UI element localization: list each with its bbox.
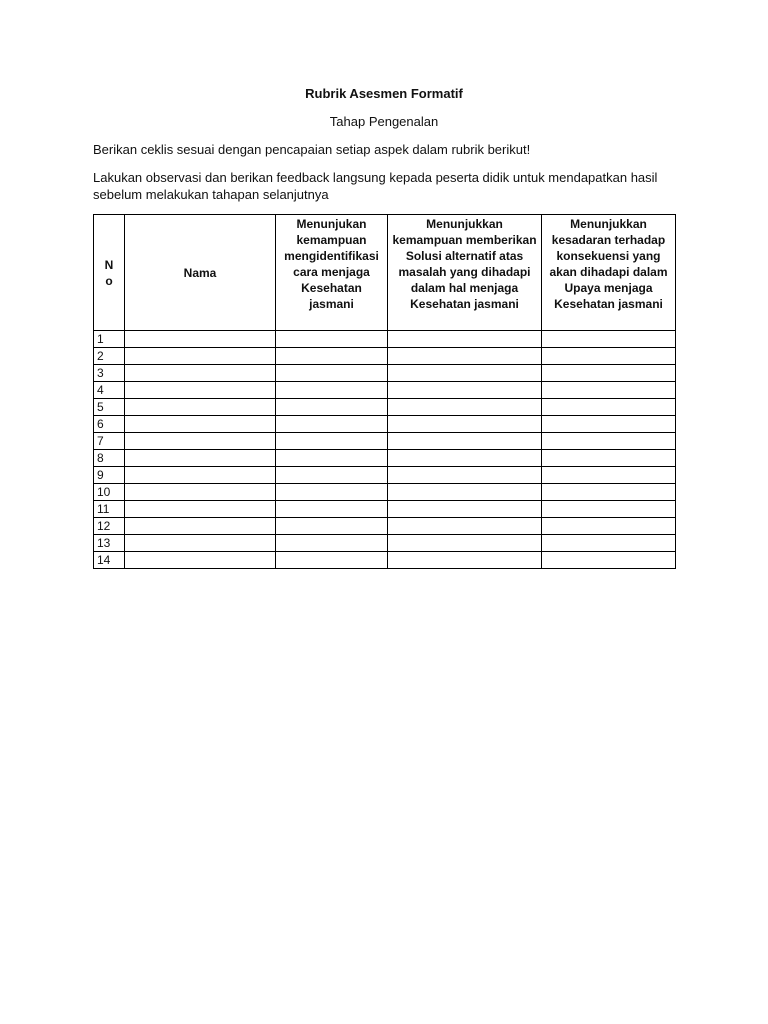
criteria-identify-cell[interactable] <box>276 331 388 348</box>
header-no: No <box>94 215 125 331</box>
criteria-identify-cell[interactable] <box>276 552 388 569</box>
criteria-solution-cell[interactable] <box>388 518 542 535</box>
criteria-solution-cell[interactable] <box>388 331 542 348</box>
criteria-identify-cell[interactable] <box>276 484 388 501</box>
table-row <box>94 348 676 365</box>
nama-cell[interactable] <box>125 484 276 501</box>
nama-cell[interactable] <box>125 535 276 552</box>
row-number-cell: 11 <box>94 501 125 518</box>
criteria-solution-cell[interactable] <box>388 535 542 552</box>
row-number-cell: 4 <box>94 382 125 399</box>
criteria-awareness-cell[interactable] <box>542 552 676 569</box>
rubric-table <box>93 214 676 569</box>
criteria-awareness-cell[interactable] <box>542 382 676 399</box>
instruction-checklist: Berikan ceklis sesuai dengan pencapaian setiap aspek dalam rubrik berikut! <box>93 142 531 157</box>
criteria-identify-cell[interactable] <box>276 433 388 450</box>
criteria-awareness-cell[interactable] <box>542 467 676 484</box>
criteria-awareness-cell[interactable] <box>542 450 676 467</box>
nama-cell[interactable] <box>125 365 276 382</box>
row-number-cell: 2 <box>94 348 125 365</box>
criteria-identify-cell[interactable] <box>276 382 388 399</box>
row-number-cell: 7 <box>94 433 125 450</box>
table-row <box>94 501 676 518</box>
criteria-awareness-cell[interactable] <box>542 416 676 433</box>
row-number-cell: 5 <box>94 399 125 416</box>
table-row <box>94 416 676 433</box>
nama-cell[interactable] <box>125 450 276 467</box>
table-header-row <box>94 215 676 331</box>
criteria-awareness-cell[interactable] <box>542 484 676 501</box>
criteria-solution-cell[interactable] <box>388 365 542 382</box>
table-row <box>94 450 676 467</box>
row-number-cell: 10 <box>94 484 125 501</box>
criteria-identify-cell[interactable] <box>276 399 388 416</box>
header-criteria-identify: Menunjukan kemampuan mengidentifikasi cara menjaga Kesehatan jasmani <box>276 215 388 331</box>
table-row <box>94 518 676 535</box>
document-title: Rubrik Asesmen Formatif <box>305 86 463 101</box>
criteria-identify-cell[interactable] <box>276 416 388 433</box>
criteria-awareness-cell[interactable] <box>542 518 676 535</box>
table-row <box>94 382 676 399</box>
header-criteria-solution: Menunjukkan kemampuan memberikan Solusi alternatif atas masalah yang dihadapi dalam hal menjaga Kesehatan jasmani <box>388 215 542 331</box>
criteria-identify-cell[interactable] <box>276 348 388 365</box>
criteria-solution-cell[interactable] <box>388 433 542 450</box>
criteria-solution-cell[interactable] <box>388 348 542 365</box>
criteria-awareness-cell[interactable] <box>542 331 676 348</box>
row-number-cell: 14 <box>94 552 125 569</box>
nama-cell[interactable] <box>125 467 276 484</box>
nama-cell[interactable] <box>125 433 276 450</box>
criteria-awareness-cell[interactable] <box>542 348 676 365</box>
criteria-solution-cell[interactable] <box>388 416 542 433</box>
criteria-solution-cell[interactable] <box>388 399 542 416</box>
nama-cell[interactable] <box>125 331 276 348</box>
table-body <box>94 331 676 569</box>
row-number-cell: 6 <box>94 416 125 433</box>
criteria-solution-cell[interactable] <box>388 467 542 484</box>
criteria-identify-cell[interactable] <box>276 450 388 467</box>
row-number-cell: 1 <box>94 331 125 348</box>
row-number-cell: 8 <box>94 450 125 467</box>
nama-cell[interactable] <box>125 518 276 535</box>
table-row <box>94 484 676 501</box>
nama-cell[interactable] <box>125 348 276 365</box>
criteria-identify-cell[interactable] <box>276 518 388 535</box>
criteria-identify-cell[interactable] <box>276 365 388 382</box>
criteria-identify-cell[interactable] <box>276 467 388 484</box>
row-number-cell: 12 <box>94 518 125 535</box>
row-number-cell: 13 <box>94 535 125 552</box>
header-nama: Nama <box>125 215 276 331</box>
table-row <box>94 433 676 450</box>
instruction-observation: Lakukan observasi dan berikan feedback langsung kepada peserta didik untuk mendapatkan hasil sebelum melakukan tahapan selanjutnya <box>93 170 658 202</box>
nama-cell[interactable] <box>125 501 276 518</box>
criteria-awareness-cell[interactable] <box>542 535 676 552</box>
table-row <box>94 331 676 348</box>
criteria-identify-cell[interactable] <box>276 535 388 552</box>
nama-cell[interactable] <box>125 382 276 399</box>
criteria-solution-cell[interactable] <box>388 552 542 569</box>
criteria-awareness-cell[interactable] <box>542 399 676 416</box>
criteria-solution-cell[interactable] <box>388 484 542 501</box>
criteria-identify-cell[interactable] <box>276 501 388 518</box>
criteria-awareness-cell[interactable] <box>542 365 676 382</box>
table-row <box>94 535 676 552</box>
table-row <box>94 365 676 382</box>
table-row <box>94 399 676 416</box>
table-row <box>94 467 676 484</box>
row-number-cell: 3 <box>94 365 125 382</box>
table-row <box>94 552 676 569</box>
criteria-solution-cell[interactable] <box>388 382 542 399</box>
nama-cell[interactable] <box>125 552 276 569</box>
criteria-solution-cell[interactable] <box>388 450 542 467</box>
criteria-awareness-cell[interactable] <box>542 501 676 518</box>
criteria-solution-cell[interactable] <box>388 501 542 518</box>
header-criteria-awareness: Menunjukkan kesadaran terhadap konsekuensi yang akan dihadapi dalam Upaya menjaga Kesehatan jasmani <box>542 215 676 331</box>
nama-cell[interactable] <box>125 399 276 416</box>
nama-cell[interactable] <box>125 416 276 433</box>
criteria-awareness-cell[interactable] <box>542 433 676 450</box>
document-subtitle: Tahap Pengenalan <box>329 114 439 129</box>
row-number-cell: 9 <box>94 467 125 484</box>
